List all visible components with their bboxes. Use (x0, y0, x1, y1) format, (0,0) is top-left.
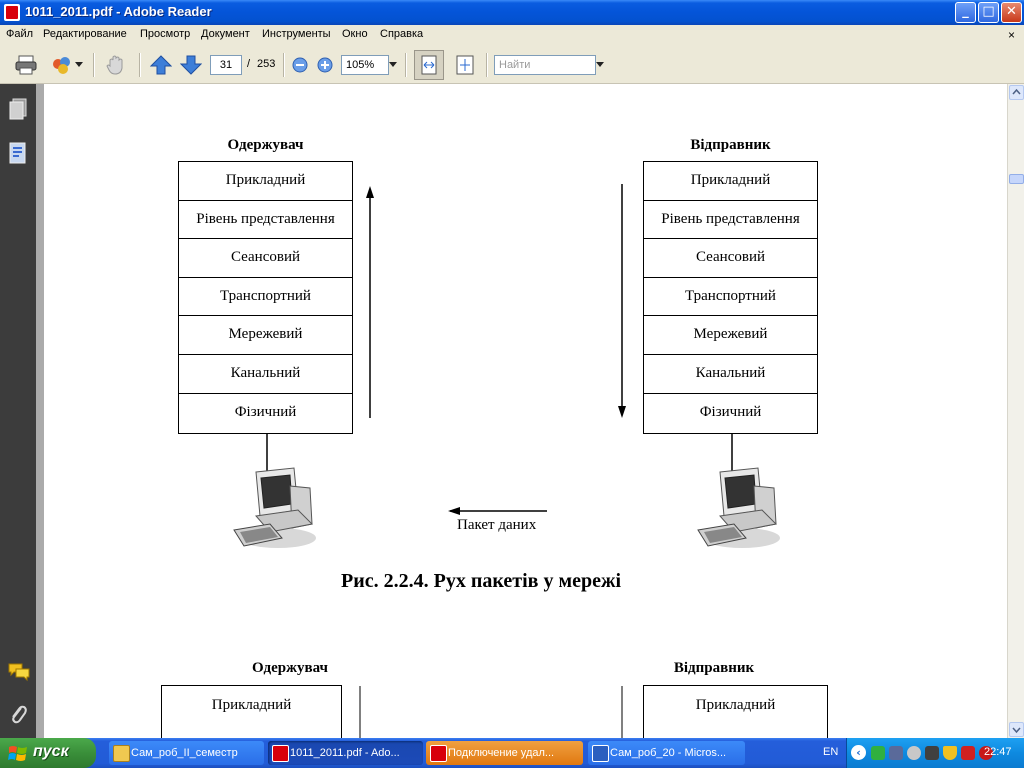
title-bar (0, 0, 1024, 25)
layer-presentation: Рівень представлення (644, 201, 817, 240)
system-tray (846, 738, 1024, 768)
page-number-field[interactable]: 31 (210, 55, 242, 75)
taskbar (0, 738, 1024, 768)
sender-title: Відправник (690, 137, 771, 153)
receiver-stack (178, 161, 353, 434)
windows-logo-icon (8, 744, 28, 762)
menu-file[interactable]: Файл (6, 28, 34, 40)
sender-stack-2 (643, 685, 828, 738)
start-button[interactable] (0, 738, 96, 768)
layer-application: Прикладний (695, 697, 776, 713)
device-icon[interactable] (925, 746, 939, 760)
scroll-thumb[interactable] (1009, 174, 1024, 184)
zoom-in-icon[interactable] (315, 53, 335, 77)
document-area[interactable] (36, 84, 1007, 738)
volume-icon[interactable] (907, 746, 921, 760)
search-input[interactable]: Найти (494, 55, 596, 75)
pdf-icon (430, 745, 447, 762)
sender-stack (643, 161, 818, 434)
fit-page-icon[interactable] (453, 53, 477, 77)
language-indicator[interactable]: EN (823, 746, 839, 758)
comments-icon[interactable] (8, 662, 30, 685)
task-adobe-reader[interactable]: 1011_2011.pdf - Ado... (268, 741, 423, 765)
close-button[interactable]: ✕ (1001, 2, 1022, 23)
receiver-stack-2 (161, 685, 342, 738)
menu-window[interactable]: Окно (342, 28, 368, 40)
packet-label: Пакет даних (457, 517, 537, 533)
layer-network: Мережевий (644, 316, 817, 355)
security-shield-icon[interactable] (943, 746, 957, 760)
zoom-out-icon[interactable] (290, 53, 310, 77)
tray-expand-icon[interactable]: ‹ (851, 745, 866, 760)
share-dropdown-icon[interactable] (74, 53, 84, 77)
menu-help[interactable]: Справка (380, 28, 424, 40)
task-word[interactable]: Сам_роб_20 - Micros... (588, 741, 745, 765)
zoom-dropdown-icon[interactable] (387, 53, 399, 77)
clock: 22:47 (984, 746, 1012, 758)
window-title: 1011_2011.pdf - Adobe Reader (25, 4, 212, 19)
zoom-field[interactable]: 105% (341, 55, 389, 75)
navigation-sidebar (0, 84, 36, 738)
receiver-title: Одержувач (227, 137, 304, 153)
receiver-title-2: Одержувач (252, 660, 328, 676)
fit-width-icon[interactable] (414, 50, 444, 80)
layer-application: Прикладний (211, 697, 292, 713)
network-icon[interactable] (871, 746, 885, 760)
layer-application: Прикладний (644, 162, 817, 201)
pages-icon[interactable] (9, 98, 27, 123)
menu-document[interactable]: Документ (201, 28, 250, 40)
search-dropdown-icon[interactable] (594, 53, 606, 77)
page-total: 253 (257, 58, 276, 70)
hand-icon[interactable] (104, 53, 128, 77)
layer-application: Прикладний (179, 162, 352, 201)
menu-edit[interactable]: Редактирование (43, 28, 127, 40)
menu-bar (0, 25, 1024, 45)
maximize-button[interactable]: □ (978, 2, 999, 23)
layer-transport: Транспортний (644, 278, 817, 317)
layer-datalink: Канальний (644, 355, 817, 394)
attachments-icon[interactable] (9, 142, 27, 167)
share-icon[interactable] (50, 53, 74, 77)
toolbar (0, 45, 1024, 84)
adobe-reader-icon (4, 4, 20, 21)
prev-page-icon[interactable] (149, 53, 173, 77)
print-icon[interactable] (14, 53, 38, 77)
page-separator: / (247, 58, 251, 70)
folder-icon (113, 745, 130, 762)
menu-tools[interactable]: Инструменты (262, 28, 331, 40)
sender-title-2: Відправник (673, 660, 755, 676)
task-folder[interactable]: Сам_роб_II_семестр (109, 741, 264, 765)
layer-session: Сеансовий (644, 239, 817, 278)
pdf-page (44, 84, 1007, 738)
start-label: пуск (33, 743, 69, 760)
layer-datalink: Канальний (179, 355, 352, 394)
antivirus-icon[interactable] (961, 746, 975, 760)
remote-desktop-icon[interactable] (889, 746, 903, 760)
menu-view[interactable]: Просмотр (140, 28, 191, 40)
sender-computer-icon (690, 466, 786, 552)
layer-session: Сеансовий (179, 239, 352, 278)
pdf-icon (272, 745, 289, 762)
receiver-computer-icon (226, 466, 322, 552)
menu-close-icon[interactable]: × (1008, 28, 1016, 42)
figure-caption: Рис. 2.2.4. Рух пакетів у мережі (341, 570, 621, 592)
layer-transport: Транспортний (179, 278, 352, 317)
scroll-up-icon[interactable] (1009, 85, 1024, 100)
layer-physical: Фізичний (699, 403, 762, 420)
vertical-scrollbar[interactable] (1007, 84, 1024, 738)
scroll-down-icon[interactable] (1009, 722, 1024, 737)
next-page-icon[interactable] (179, 53, 203, 77)
layer-presentation: Рівень представлення (179, 201, 352, 240)
layer-physical: Фізичний (234, 403, 297, 420)
layer-network: Мережевий (179, 316, 352, 355)
word-icon (592, 745, 609, 762)
task-remote-connection[interactable]: Подключение удал... (426, 741, 583, 765)
paperclip-icon[interactable] (9, 704, 27, 729)
minimize-button[interactable]: _ (955, 2, 976, 23)
